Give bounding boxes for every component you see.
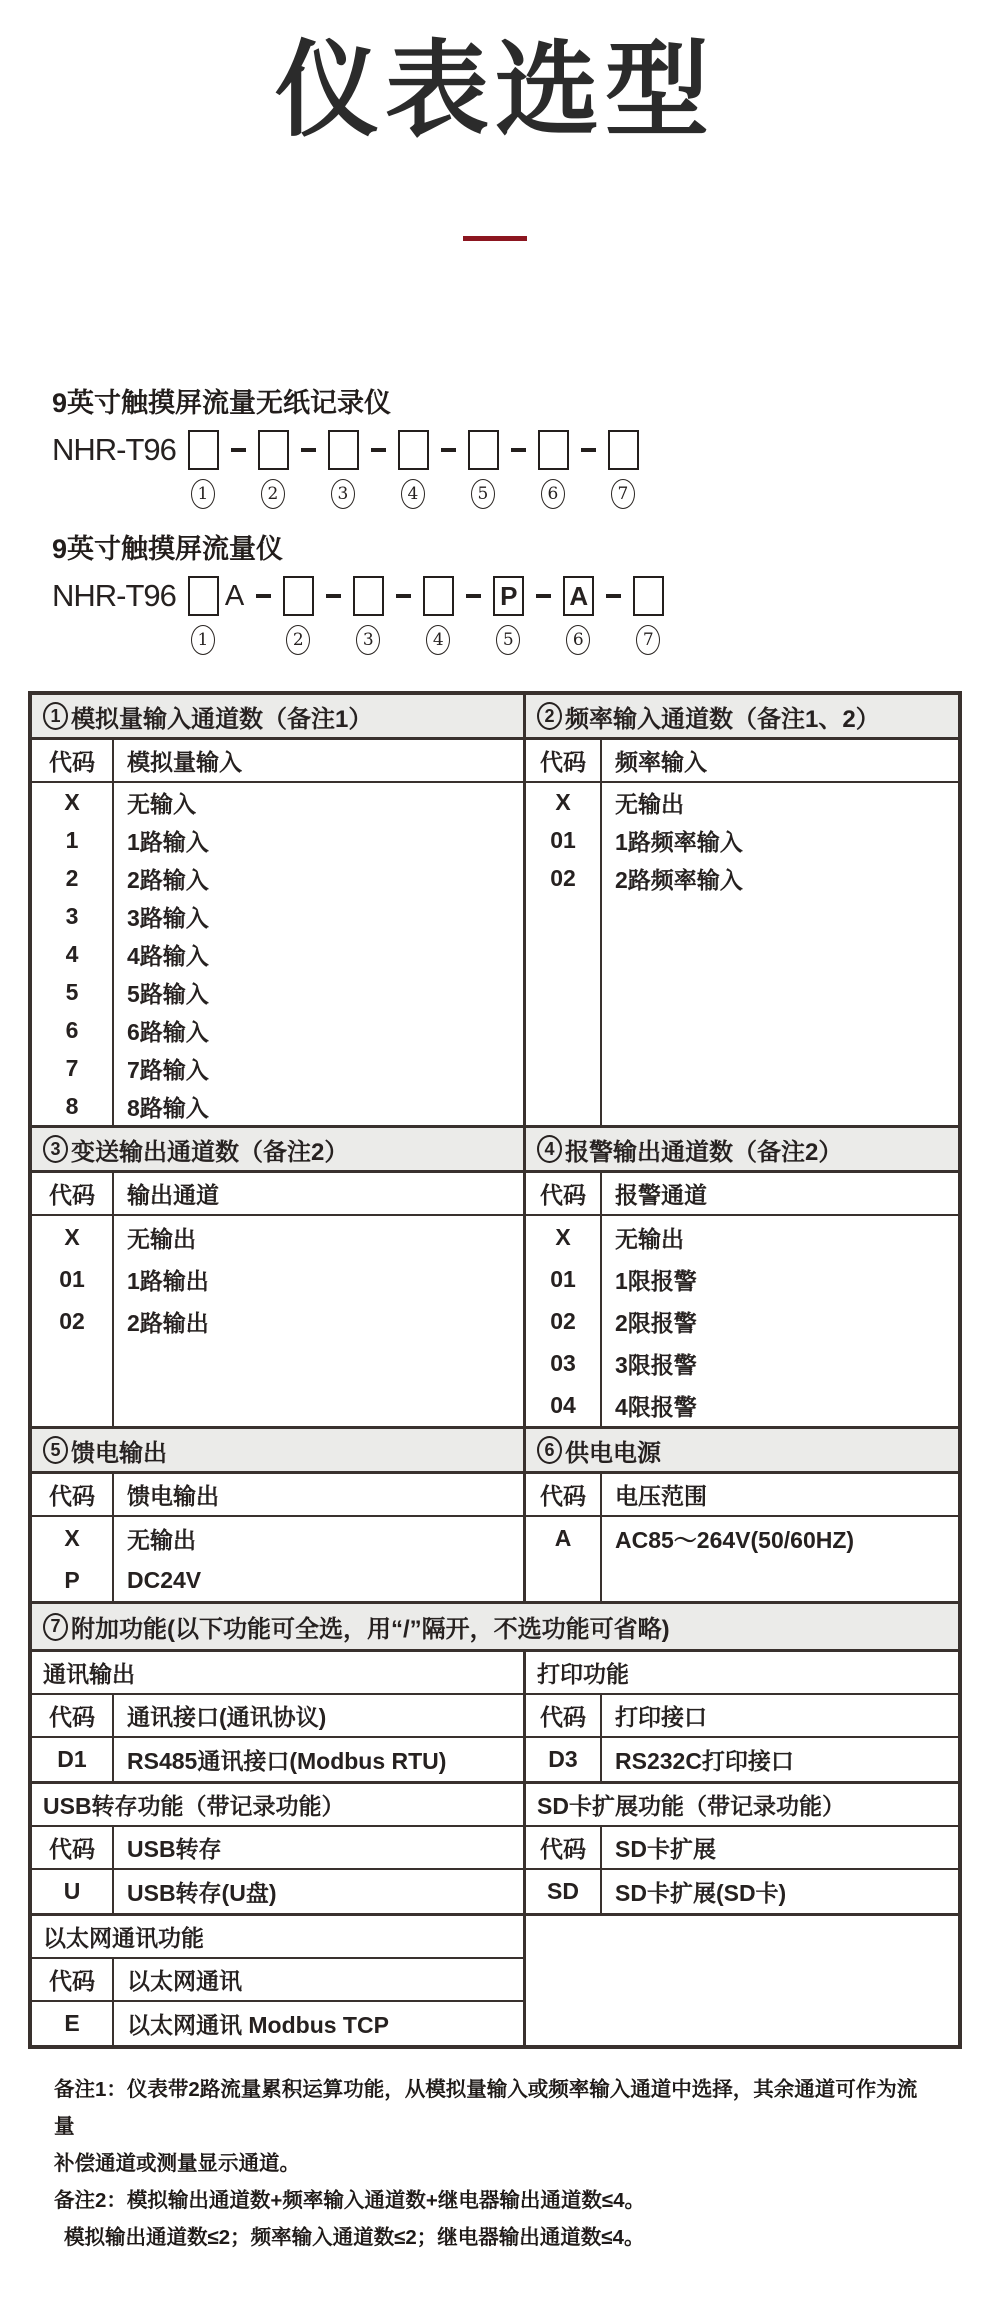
desc-cell: DC24V	[127, 1566, 202, 1593]
slot-number: 3	[356, 625, 380, 655]
dash-separator	[396, 594, 411, 598]
desc-cell: 无输出	[127, 1225, 196, 1252]
model-slot-box	[633, 576, 664, 616]
code-column-header: 代码	[32, 1474, 114, 1515]
dash-separator	[301, 448, 316, 452]
section-number: 4	[537, 1135, 562, 1163]
model-code-row	[52, 576, 990, 655]
section-title: 频率输入通道数（备注1、2）	[565, 705, 880, 733]
section-header	[32, 1429, 523, 1474]
column-header-row	[526, 740, 958, 783]
model-slot-boxline	[188, 430, 219, 470]
desc-cell: SD卡扩展(SD卡)	[615, 1880, 787, 1907]
section-header	[526, 1429, 958, 1474]
code-cell: X	[64, 1524, 80, 1551]
dash-separator	[536, 594, 551, 598]
slot-number: 4	[426, 625, 450, 655]
section-pair-row	[32, 1426, 958, 1601]
section-pair-row	[32, 695, 958, 1125]
code-cell: 2	[65, 864, 79, 891]
desc-column	[602, 783, 958, 1125]
code-cell: 8	[65, 1092, 79, 1119]
model-slot	[188, 430, 219, 509]
subsection	[32, 1652, 526, 1781]
model-slot-box	[188, 576, 219, 616]
note-line: 模拟输出通道数≤2；频率输入通道数≤2；继电器输出通道数≤4。	[64, 2226, 645, 2250]
code-column-header: 代码	[32, 1173, 114, 1214]
desc-column-header: 馈电输出	[127, 1483, 219, 1510]
code-cell: X	[555, 788, 571, 815]
code-cell: 02	[550, 1307, 576, 1334]
model-slot-boxline	[188, 576, 244, 616]
model-slot-boxline	[353, 576, 384, 616]
desc-column	[602, 1216, 958, 1426]
section-header	[32, 695, 523, 740]
section-4	[526, 1128, 958, 1426]
model-slot	[423, 576, 454, 655]
desc-cell: 无输出	[615, 1225, 684, 1252]
column-header-row	[32, 1695, 523, 1738]
section-pair-row	[32, 1125, 958, 1426]
model-slot-boxline	[258, 430, 289, 470]
model-slot-box	[328, 430, 359, 470]
desc-column	[114, 783, 523, 1125]
desc-cell: 2路输入	[127, 866, 209, 893]
section-title: 变送输出通道数（备注2）	[71, 1138, 349, 1166]
code-cell: 03	[550, 1349, 576, 1376]
model-slot-box	[608, 430, 639, 470]
code-cell: P	[64, 1566, 80, 1593]
desc-cell: 5路输入	[127, 980, 209, 1007]
column-header-row	[32, 1474, 523, 1517]
section-title: 馈电输出	[71, 1439, 167, 1467]
desc-cell: 6路输入	[127, 1018, 209, 1045]
model-slot	[563, 576, 594, 655]
note-line: 备注1：仪表带2路流量累积运算功能，从模拟量输入或频率输入通道中选择，其余通道可作为流量	[54, 2078, 918, 2139]
subsection	[526, 1652, 958, 1781]
section-1	[32, 695, 526, 1125]
section-title: 供电电源	[565, 1439, 661, 1467]
subsection	[32, 1784, 526, 1913]
subsection-pair-row	[32, 1913, 958, 2045]
section-number: 3	[43, 1135, 68, 1163]
dash-separator	[256, 594, 271, 598]
column-header-row	[526, 1474, 958, 1517]
model-slot-box	[538, 430, 569, 470]
code-cell: 7	[65, 1054, 79, 1081]
slot-number: 7	[636, 625, 660, 655]
note-line: 补偿通道或测量显示通道。	[54, 2152, 300, 2176]
model-prefix: NHR-T96	[52, 432, 176, 468]
code-cell: 5	[65, 978, 79, 1005]
model-diagrams	[52, 381, 990, 655]
section-title: 模拟量输入通道数（备注1）	[71, 705, 373, 733]
section-body	[32, 783, 523, 1125]
dash-separator	[231, 448, 246, 452]
code-column	[526, 1517, 602, 1601]
dash-separator	[441, 448, 456, 452]
code-column	[32, 1517, 114, 1601]
model-label: 9英寸触摸屏流量仪	[52, 534, 284, 565]
desc-cell: 以太网通讯 Modbus TCP	[127, 2012, 389, 2039]
section-6	[526, 1429, 958, 1601]
desc-cell: RS485通讯接口(Modbus RTU)	[127, 1748, 447, 1775]
code-column-header: 代码	[526, 740, 602, 781]
slot-number: 5	[496, 625, 520, 655]
code-cell: U	[63, 1878, 81, 1905]
desc-cell: 8路输入	[127, 1094, 209, 1121]
slot-number: 1	[191, 625, 215, 655]
code-cell: SD	[547, 1878, 579, 1905]
subsection-title: USB转存功能（带记录功能）	[32, 1784, 523, 1827]
subsection-pair-row	[32, 1781, 958, 1913]
column-header-row	[526, 1827, 958, 1870]
subsection-title: 以太网通讯功能	[32, 1916, 523, 1959]
section-header	[526, 695, 958, 740]
model-slot-boxline	[468, 430, 499, 470]
desc-column-header: 打印接口	[615, 1704, 707, 1731]
section-number: 2	[537, 702, 562, 730]
code-column	[32, 1216, 114, 1426]
model-slot	[493, 576, 524, 655]
code-cell: 6	[65, 1016, 79, 1043]
code-cell: X	[555, 1223, 571, 1250]
slot-number: 3	[331, 479, 355, 509]
desc-cell: 3限报警	[615, 1351, 697, 1378]
slot-number: 7	[611, 479, 635, 509]
empty-cell	[526, 1916, 958, 2045]
model-slot	[258, 430, 289, 509]
code-cell: 02	[59, 1307, 85, 1334]
code-cell: 04	[550, 1391, 576, 1418]
model-slot-boxline	[608, 430, 639, 470]
page-title: 仪表选型	[274, 33, 715, 149]
code-cell: 1	[65, 826, 79, 853]
code-cell: 02	[550, 864, 576, 891]
slot-number: 2	[286, 625, 310, 655]
section-body	[526, 1738, 958, 1781]
model-slot-box	[353, 576, 384, 616]
model-fixed-code: A	[224, 580, 245, 613]
code-column-header: 代码	[526, 1173, 602, 1214]
section-5	[32, 1429, 526, 1601]
subsection-pair-row	[32, 1649, 958, 1781]
desc-column	[114, 1517, 523, 1601]
section-body	[32, 1216, 523, 1426]
code-column	[526, 1870, 602, 1913]
section-number: 6	[537, 1436, 562, 1464]
code-cell: 01	[550, 826, 576, 853]
slot-number: 2	[261, 479, 285, 509]
model-slot	[188, 576, 244, 655]
model-slot-box	[423, 576, 454, 616]
code-cell: D1	[57, 1746, 87, 1773]
desc-cell: 1限报警	[615, 1267, 697, 1294]
model-slot-box	[283, 576, 314, 616]
code-column-header: 代码	[32, 740, 114, 781]
desc-cell: 7路输入	[127, 1056, 209, 1083]
slot-number: 6	[566, 625, 590, 655]
section-2	[526, 695, 958, 1125]
model-slot	[468, 430, 499, 509]
code-cell: X	[64, 1223, 80, 1250]
desc-column-header: 电压范围	[615, 1483, 707, 1510]
desc-cell: 3路输入	[127, 904, 209, 931]
model-slot	[353, 576, 384, 655]
desc-column-header: 输出通道	[127, 1182, 219, 1209]
section-body	[32, 1870, 523, 1913]
column-header-row	[526, 1173, 958, 1216]
section-header	[526, 1128, 958, 1173]
code-column	[32, 783, 114, 1125]
model-slot-boxline	[538, 430, 569, 470]
slot-number: 5	[471, 479, 495, 509]
dash-separator	[581, 448, 596, 452]
section-body	[526, 783, 958, 1125]
desc-cell: RS232C打印接口	[615, 1748, 794, 1775]
desc-column-header: 频率输入	[615, 749, 707, 776]
model-slot-boxline	[423, 576, 454, 616]
section-body	[32, 1738, 523, 1781]
model-slot	[328, 430, 359, 509]
model-slot-box	[188, 430, 219, 470]
desc-column	[602, 1738, 958, 1781]
subsection-title: SD卡扩展功能（带记录功能）	[526, 1784, 958, 1827]
dash-separator	[511, 448, 526, 452]
column-header-row	[32, 1827, 523, 1870]
selection-table	[28, 691, 962, 2049]
slot-number: 1	[191, 479, 215, 509]
desc-column-header: SD卡扩展	[615, 1836, 716, 1863]
desc-cell: 2路频率输入	[615, 866, 743, 893]
model-slot-box	[468, 430, 499, 470]
code-column-header: 代码	[32, 1695, 114, 1736]
section-header	[32, 1128, 523, 1173]
code-column	[526, 1738, 602, 1781]
code-column-header: 代码	[526, 1695, 602, 1736]
section-body	[526, 1870, 958, 1913]
section-3	[32, 1128, 526, 1426]
desc-cell: 1路输入	[127, 828, 209, 855]
code-column-header: 代码	[526, 1827, 602, 1868]
desc-column	[114, 1216, 523, 1426]
model-slot-boxline	[493, 576, 524, 616]
section-title: 附加功能(以下功能可全选，用“/”隔开，不选功能可省略)	[71, 1616, 670, 1644]
code-column	[32, 1870, 114, 1913]
desc-column-header: 通讯接口(通讯协议)	[127, 1704, 327, 1731]
subsection	[526, 1784, 958, 1913]
dash-separator	[466, 594, 481, 598]
slot-number: 6	[541, 479, 565, 509]
desc-column	[114, 1738, 523, 1781]
code-column-header: 代码	[526, 1474, 602, 1515]
model-block	[52, 381, 990, 509]
column-header-row	[32, 1959, 523, 2002]
code-column	[526, 783, 602, 1125]
desc-cell: USB转存(U盘)	[127, 1880, 277, 1907]
desc-cell: AC85～264V(50/60HZ)	[615, 1526, 855, 1553]
section-body	[526, 1216, 958, 1426]
desc-cell: 无输入	[127, 790, 196, 817]
desc-column	[602, 1517, 958, 1601]
desc-cell: 1路频率输入	[615, 828, 743, 855]
notes	[54, 2071, 926, 2256]
code-column	[32, 1738, 114, 1781]
column-header-row	[32, 740, 523, 783]
code-column	[526, 1216, 602, 1426]
model-slot-boxline	[633, 576, 664, 616]
note-line: 备注2：模拟输出通道数+频率输入通道数+继电器输出通道数≤4。	[54, 2189, 645, 2213]
code-cell: 01	[59, 1265, 85, 1292]
model-label: 9英寸触摸屏流量无纸记录仪	[52, 388, 392, 419]
model-slot-box: P	[493, 576, 524, 616]
model-slot	[633, 576, 664, 655]
model-slot-box	[258, 430, 289, 470]
code-cell: 4	[65, 940, 79, 967]
model-slot	[608, 430, 639, 509]
model-slot-boxline	[563, 576, 594, 616]
slot-number: 4	[401, 479, 425, 509]
code-column-header: 代码	[32, 1959, 114, 2000]
desc-column-header: 模拟量输入	[127, 749, 242, 776]
section-body	[32, 2002, 523, 2045]
model-slot	[283, 576, 314, 655]
subsection	[32, 1916, 526, 2045]
model-slot	[398, 430, 429, 509]
desc-cell: 无输出	[127, 1526, 196, 1553]
title-divider-dash	[463, 236, 527, 241]
model-block	[52, 527, 990, 655]
code-cell: 3	[65, 902, 79, 929]
model-slot-boxline	[398, 430, 429, 470]
code-cell: D3	[548, 1746, 578, 1773]
dash-separator	[606, 594, 621, 598]
model-slot	[538, 430, 569, 509]
model-slot-boxline	[328, 430, 359, 470]
code-cell: A	[554, 1524, 572, 1551]
desc-cell: 无输出	[615, 790, 684, 817]
code-cell: X	[64, 788, 80, 815]
code-cell: E	[64, 2010, 80, 2037]
model-slot-boxline	[283, 576, 314, 616]
dash-separator	[371, 448, 386, 452]
desc-column-header: USB转存	[127, 1836, 222, 1863]
desc-column	[114, 1870, 523, 1913]
section-title: 报警输出通道数（备注2）	[565, 1138, 843, 1166]
code-column-header: 代码	[32, 1827, 114, 1868]
column-header-row	[526, 1695, 958, 1738]
desc-column-header: 报警通道	[615, 1182, 707, 1209]
subsection-title: 打印功能	[526, 1652, 958, 1695]
desc-cell: 1路输出	[127, 1267, 209, 1294]
desc-cell: 2路输出	[127, 1309, 209, 1336]
desc-cell: 4限报警	[615, 1393, 697, 1420]
desc-cell: 2限报警	[615, 1309, 697, 1336]
code-cell: 01	[550, 1265, 576, 1292]
model-prefix: NHR-T96	[52, 578, 176, 614]
desc-column	[602, 1870, 958, 1913]
desc-column	[114, 2002, 523, 2045]
section-header	[32, 1601, 958, 1649]
subsection-title: 通讯输出	[32, 1652, 523, 1695]
desc-column-header: 以太网通讯	[127, 1968, 242, 1995]
section-body	[32, 1517, 523, 1601]
section-number: 7	[43, 1613, 68, 1641]
section-number: 5	[43, 1436, 68, 1464]
section-number: 1	[43, 702, 68, 730]
section-body	[526, 1517, 958, 1601]
model-code-row	[52, 430, 990, 509]
column-header-row	[32, 1173, 523, 1216]
desc-cell: 4路输入	[127, 942, 209, 969]
model-slot-box: A	[563, 576, 594, 616]
code-column	[32, 2002, 114, 2045]
model-slot-box	[398, 430, 429, 470]
dash-separator	[326, 594, 341, 598]
